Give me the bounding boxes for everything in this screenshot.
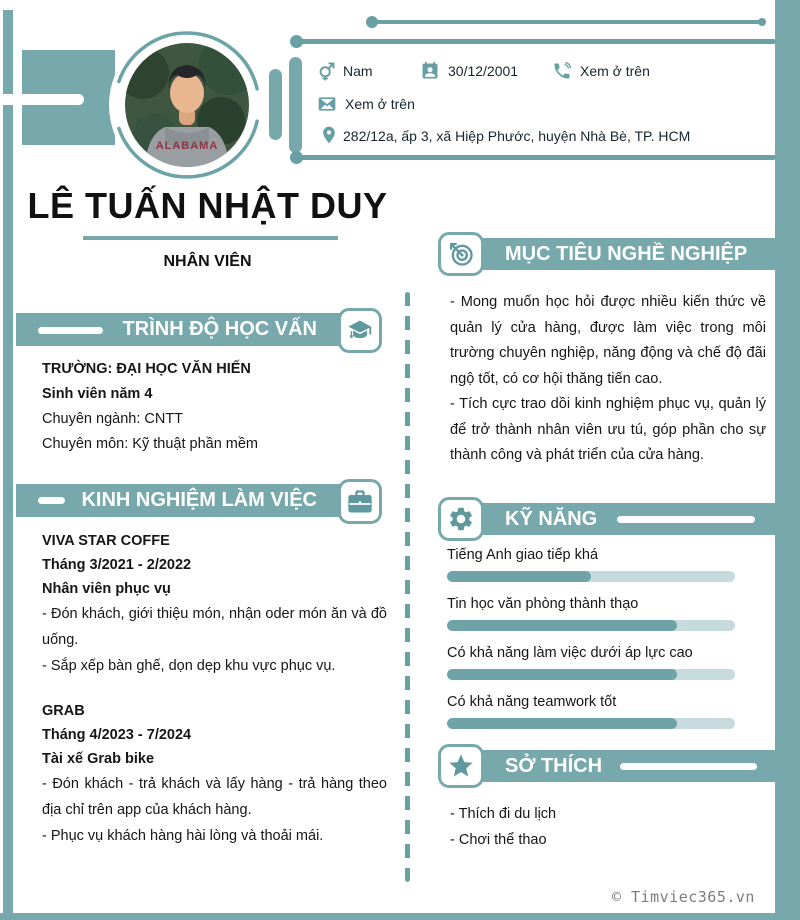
section-title-skills: KỸ NĂNG xyxy=(505,507,598,530)
skill-label: Tiếng Anh giao tiếp khá xyxy=(447,547,599,563)
band-dash xyxy=(617,516,755,523)
experience-icon-box xyxy=(338,479,382,524)
skill-label: Có khả năng làm việc dưới áp lực cao xyxy=(447,645,693,661)
job-period: Tháng 3/2021 - 2/2022 xyxy=(42,557,192,573)
column-divider-dashed xyxy=(405,292,410,882)
left-accent-strip xyxy=(3,10,13,920)
job-bullet: - Đón khách - trả khách và lấy hàng - trả hàng theo địa chỉ trên app của khách hàng. xyxy=(42,776,387,818)
target-icon xyxy=(447,240,475,268)
line-dot xyxy=(366,16,378,28)
job-bullet: - Sắp xếp bàn ghế, dọn dẹp khu vực phục vụ. xyxy=(42,658,336,674)
objective-paragraph: - Tích cực trao dồi kinh nghiệm phục vụ, quản lý để trở thành nhân viên ưu tú, góp phần cho sự thành công và phát triển của cửa hàng. xyxy=(450,396,766,463)
skill-bar-track xyxy=(447,718,735,729)
right-accent-strip xyxy=(775,0,800,920)
info-top-line xyxy=(300,39,776,44)
education-icon-box xyxy=(338,308,382,353)
top-line xyxy=(374,20,762,24)
objective-paragraphs xyxy=(450,290,766,469)
section-band-objective xyxy=(458,238,800,270)
calendar-icon xyxy=(420,61,440,81)
skill-label: Có khả năng teamwork tốt xyxy=(447,694,617,710)
band-dash xyxy=(38,497,65,504)
hobby-item: - Chơi thể thao xyxy=(450,832,547,848)
section-title-objective: MỤC TIÊU NGHỀ NGHIỆP xyxy=(505,242,748,265)
job-bullet: - Đón khách, giới thiệu món, nhận oder món ăn và đồ uống. xyxy=(42,606,387,648)
skill-bar-fill xyxy=(447,718,677,729)
education-line: Chuyên môn: Kỹ thuật phần mềm xyxy=(42,436,259,452)
line-dot xyxy=(758,18,766,26)
objective-icon-box xyxy=(438,232,484,276)
info-bottom-line xyxy=(300,155,776,160)
section-title-experience: KINH NGHIỆM LÀM VIỆC xyxy=(81,489,317,511)
name-underline xyxy=(83,236,338,240)
education-lines xyxy=(42,357,387,457)
svg-text:ALABAMA: ALABAMA xyxy=(155,140,219,152)
gender-value: Nam xyxy=(343,63,373,79)
phone-icon xyxy=(552,61,572,81)
accent-pill xyxy=(269,69,282,140)
band-dash xyxy=(38,327,103,334)
education-line: Sinh viên năm 4 xyxy=(42,386,153,402)
education-line: Chuyên ngành: CNTT xyxy=(42,411,184,427)
accent-pill xyxy=(289,57,302,153)
skill-item xyxy=(447,693,735,729)
skill-label: Tin học văn phòng thành thạo xyxy=(447,596,639,612)
skills-icon-box xyxy=(438,497,484,541)
section-band-experience xyxy=(16,484,347,517)
skill-bar-track xyxy=(447,620,735,631)
skill-item xyxy=(447,644,735,680)
top-left-white-slot xyxy=(0,94,84,105)
skill-bar-fill xyxy=(447,669,677,680)
candidate-name: LÊ TUẤN NHẬT DUY xyxy=(27,185,388,226)
job-period: Tháng 4/2023 - 7/2024 xyxy=(42,727,192,743)
hobbies-list xyxy=(450,801,750,853)
line-dot xyxy=(290,151,303,164)
hobbies-icon-box xyxy=(438,744,484,788)
skills-list xyxy=(447,546,735,742)
mail-icon xyxy=(317,94,337,114)
job-company: GRAB xyxy=(42,703,85,719)
section-title-hobbies: SỞ THÍCH xyxy=(505,754,603,777)
education-line: TRƯỜNG: ĐẠI HỌC VĂN HIẾN xyxy=(42,361,251,377)
briefcase-icon xyxy=(346,488,374,516)
site-credit: © Timviec365.vn xyxy=(612,888,755,906)
job-role: Tài xế Grab bike xyxy=(42,751,155,767)
hobby-item: - Thích đi du lịch xyxy=(450,806,557,822)
candidate-job-title: NHÂN VIÊN xyxy=(163,253,252,270)
skill-item xyxy=(447,595,735,631)
band-dash xyxy=(620,763,757,770)
skill-bar-fill xyxy=(447,620,677,631)
objective-paragraph: - Mong muốn học hỏi được nhiều kiến thức về quản lý cửa hàng, được làm việc trong môi trường chuyên nghiệp, năng động và chế độ đãi ngộ tốt, có cơ hội thăng tiến cao. xyxy=(450,294,766,387)
dob-value: 30/12/2001 xyxy=(448,63,519,79)
phone-value: Xem ở trên xyxy=(580,63,650,79)
job-role: Nhân viên phục vụ xyxy=(42,581,171,597)
skill-bar-track xyxy=(447,571,735,582)
skill-item xyxy=(447,546,735,582)
footer-accent-band xyxy=(0,913,800,920)
graduation-cap-icon xyxy=(346,317,374,345)
line-dot xyxy=(290,35,303,48)
email-value: Xem ở trên xyxy=(345,96,415,112)
skill-bar-fill xyxy=(447,571,591,582)
star-icon xyxy=(447,752,475,780)
skill-bar-track xyxy=(447,669,735,680)
gender-icon xyxy=(316,61,336,81)
location-icon xyxy=(319,125,339,145)
job-entry xyxy=(42,529,387,679)
gear-icon xyxy=(447,505,475,533)
section-title-education: TRÌNH ĐỘ HỌC VẤN xyxy=(122,318,317,340)
experience-jobs xyxy=(42,529,387,869)
job-bullet: - Phục vụ khách hàng hài lòng và thoải mái. xyxy=(42,828,324,844)
profile-photo xyxy=(125,43,249,167)
address-value: 282/12a, ấp 3, xã Hiệp Phước, huyện Nhà Bè, TP. HCM xyxy=(343,128,691,144)
job-company: VIVA STAR COFFE xyxy=(42,533,170,549)
job-entry xyxy=(42,699,387,849)
